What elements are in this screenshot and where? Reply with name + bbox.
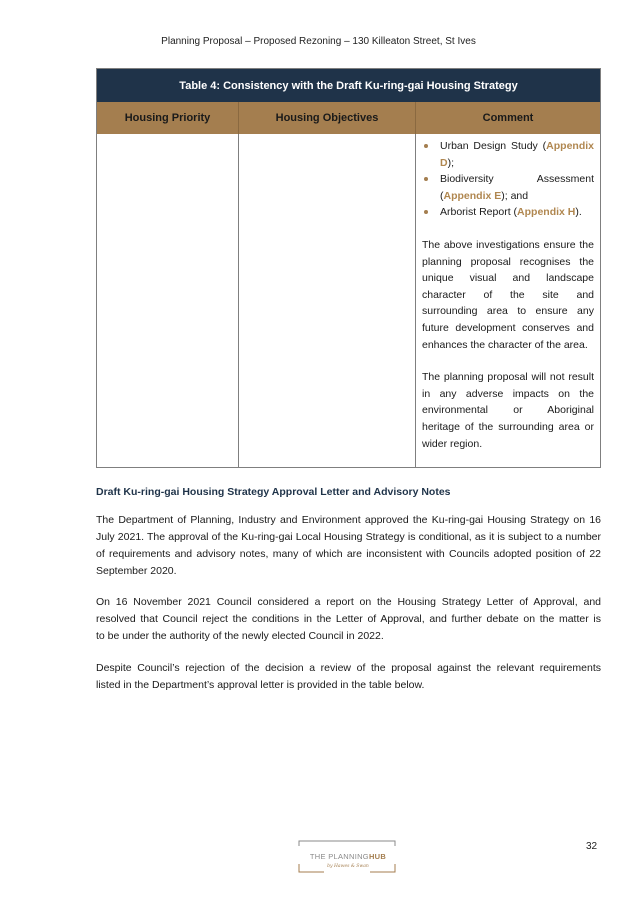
comment-line: environmental or Aboriginal [422, 404, 594, 417]
column-header-housing-objectives: Housing Objectives [239, 102, 416, 134]
logo-wordmark: THE PLANNINGHUB [309, 852, 387, 861]
body-line: The Department of Planning, Industry and Environment approved the Ku-ring-gai Housing Strategy on 16 [96, 514, 601, 526]
comment-line: in any adverse impacts on the [422, 387, 594, 400]
reference-line [440, 155, 594, 172]
body-line: September 2020. [96, 565, 177, 577]
comment-line: unique visual and landscape [422, 272, 594, 285]
reference-line [440, 188, 594, 205]
bullet-icon [424, 177, 428, 181]
column-header-housing-priority: Housing Priority [97, 102, 239, 134]
consistency-table [96, 68, 601, 468]
reference-line [440, 204, 594, 221]
body-line: to be under the authority of the newly elected Council in 2022. [96, 630, 384, 642]
table-caption: Table 4: Consistency with the Draft Ku-ring-gai Housing Strategy [97, 69, 600, 102]
comment-line: The above investigations ensure the [422, 238, 594, 251]
comment-line: character of the site and [422, 288, 594, 301]
comment-line: planning proposal recognises the [422, 255, 594, 268]
appendix-reference-item [422, 204, 594, 221]
reference-text: Arborist Report ( [440, 206, 518, 219]
table-row [97, 134, 600, 467]
body-line: July 2021. The approval of the Ku-ring-gai Local Housing Strategy is conditional, as it is subject to a number [96, 531, 601, 543]
planning-hub-logo [298, 840, 398, 874]
running-header: Planning Proposal – Proposed Rezoning – 130 Killeaton Street, St Ives [161, 36, 476, 47]
reference-text: ( [440, 189, 444, 202]
body-paragraph-council-report [96, 594, 601, 645]
bullet-icon [424, 210, 428, 214]
comment-line: future development conserves and [422, 321, 594, 334]
appendix-reference-item [422, 138, 594, 171]
body-line: resolved that Council reject the conditions in the Letter of Approval, and further debate on the matter is [96, 613, 601, 625]
reference-text: Biodiversity Assessment [440, 173, 594, 186]
reference-line [440, 138, 594, 155]
comment-line: enhances the character of the area. [422, 338, 588, 351]
body-line: Despite Council’s rejection of the decision a review of the proposal against the relevant requirements [96, 662, 601, 674]
section-heading: Draft Ku-ring-gai Housing Strategy Approval Letter and Advisory Notes [96, 486, 451, 498]
body-paragraph-approval [96, 512, 601, 580]
housing-priority-cell [97, 134, 239, 467]
comment-line: The planning proposal will not result [422, 371, 594, 384]
column-header-comment: Comment [482, 112, 534, 124]
comment-paragraphs [422, 237, 594, 452]
table-header-row [97, 102, 600, 134]
body-paragraph-review [96, 660, 601, 694]
appendix-reference-list [422, 138, 594, 221]
housing-objectives-cell [239, 134, 416, 467]
comment-line: wider region. [422, 437, 483, 450]
logo-tagline: by Hawes & Swan [327, 864, 369, 869]
comment-line: heritage of the surrounding area or [422, 420, 594, 433]
body-line: listed in the Department’s approval letter is provided in the table below. [96, 679, 425, 691]
page-number: 32 [586, 841, 598, 852]
comment-paragraph [422, 369, 594, 452]
comment-paragraph [422, 237, 594, 353]
appendix-link-text: D [440, 156, 448, 169]
body-line: of requirements and advisory notes, many of which are inconsistent with Councils adopted position of 22 [96, 548, 601, 560]
reference-text: ); and [501, 189, 529, 202]
comment-cell [416, 134, 600, 467]
appendix-link-text: Appendix H [517, 206, 576, 219]
reference-text: ). [575, 206, 582, 219]
bullet-icon [424, 144, 428, 148]
reference-text: Urban Design Study ( [440, 140, 547, 152]
appendix-link-text: Appendix [546, 140, 594, 152]
reference-line [440, 171, 594, 188]
body-line: On 16 November 2021 Council considered a report on the Housing Strategy Letter of Approval, and [96, 596, 601, 608]
appendix-link-text: Appendix E [443, 189, 502, 202]
reference-text: ); [447, 156, 455, 169]
appendix-reference-item [422, 171, 594, 204]
comment-line: surrounding area to ensure any [422, 305, 594, 318]
